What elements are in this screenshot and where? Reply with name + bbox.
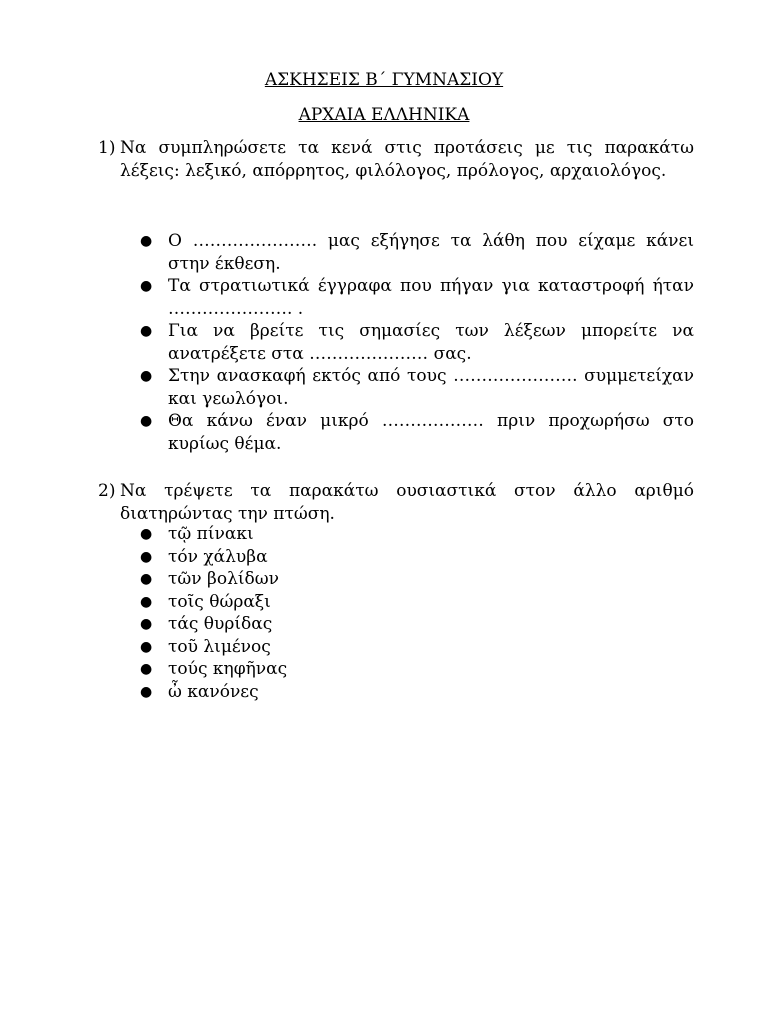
exercise-2 xyxy=(98,480,694,526)
exercise-2-list xyxy=(140,523,694,703)
list-item: ● τῷ πίνακι xyxy=(140,524,254,544)
bullet-icon: ● xyxy=(140,571,153,587)
bullet-icon: ● xyxy=(140,368,153,384)
bullet-icon: ● xyxy=(140,593,153,610)
list-item: ● Για να βρείτε τις σημασίες των λέξεων μπορείτε να ανατρέξετε στα ………………… σας. xyxy=(140,321,694,364)
list-item: ● τούς κηφῆνας xyxy=(140,659,288,679)
list-item: ● Θα κάνω έναν μικρό ……………… πριν προχωρήσω στο κυρίως θέμα. xyxy=(140,411,694,454)
exercise-2-instruction: Να τρέψετε τα παρακάτω ουσιαστικά στον άλλο αριθμό διατηρώντας την πτώση. xyxy=(120,481,694,524)
exercise-1-instruction: Να συμπληρώσετε τα κενά στις προτάσεις με τις παρακάτω λέξεις: λεξικό, απόρρητος, φιλόλογος, πρόλογος, αρχαιολόγος. xyxy=(120,138,694,181)
exercise-2-number: 2) xyxy=(98,481,116,501)
list-item: ● τῶν βολίδων xyxy=(140,569,279,589)
page-title: ΑΣΚΗΣΕΙΣ Β΄ ΓΥΜΝΑΣΙΟΥ xyxy=(264,70,504,90)
list-item: ● τόν χάλυβα xyxy=(140,546,268,567)
list-item: ● Τα στρατιωτικά έγγραφα που πήγαν για καταστροφή ήταν …………………. . xyxy=(140,276,694,319)
bullet-icon: ● xyxy=(140,683,153,700)
bullet-icon: ● xyxy=(140,638,153,655)
bullet-icon: ● xyxy=(140,323,153,339)
list-item: ● ὦ κανόνες xyxy=(140,681,259,702)
exercise-1-number: 1) xyxy=(98,138,116,158)
page-subtitle: ΑΡΧΑΙΑ ΕΛΛΗΝΙΚΑ xyxy=(298,105,470,125)
list-item: ● τάς θυρίδας xyxy=(140,614,273,634)
list-item: ● τοῦ λιμένος xyxy=(140,636,271,657)
bullet-icon: ● xyxy=(140,616,153,632)
bullet-icon: ● xyxy=(140,413,153,429)
list-item: ● τοῖς θώραξι xyxy=(140,591,271,612)
bullet-icon: ● xyxy=(140,526,153,542)
bullet-icon: ● xyxy=(140,661,153,677)
exercise-1 xyxy=(98,137,694,183)
bullet-icon: ● xyxy=(140,233,153,249)
bullet-icon: ● xyxy=(140,278,153,294)
exercise-1-list xyxy=(140,230,694,455)
bullet-icon: ● xyxy=(140,548,153,565)
list-item: ● Ο …………………. μας εξήγησε τα λάθη που είχαμε κάνει στην έκθεση. xyxy=(140,231,694,274)
list-item: ● Στην ανασκαφή εκτός από τους …………………. συμμετείχαν και γεωλόγοι. xyxy=(140,366,694,409)
